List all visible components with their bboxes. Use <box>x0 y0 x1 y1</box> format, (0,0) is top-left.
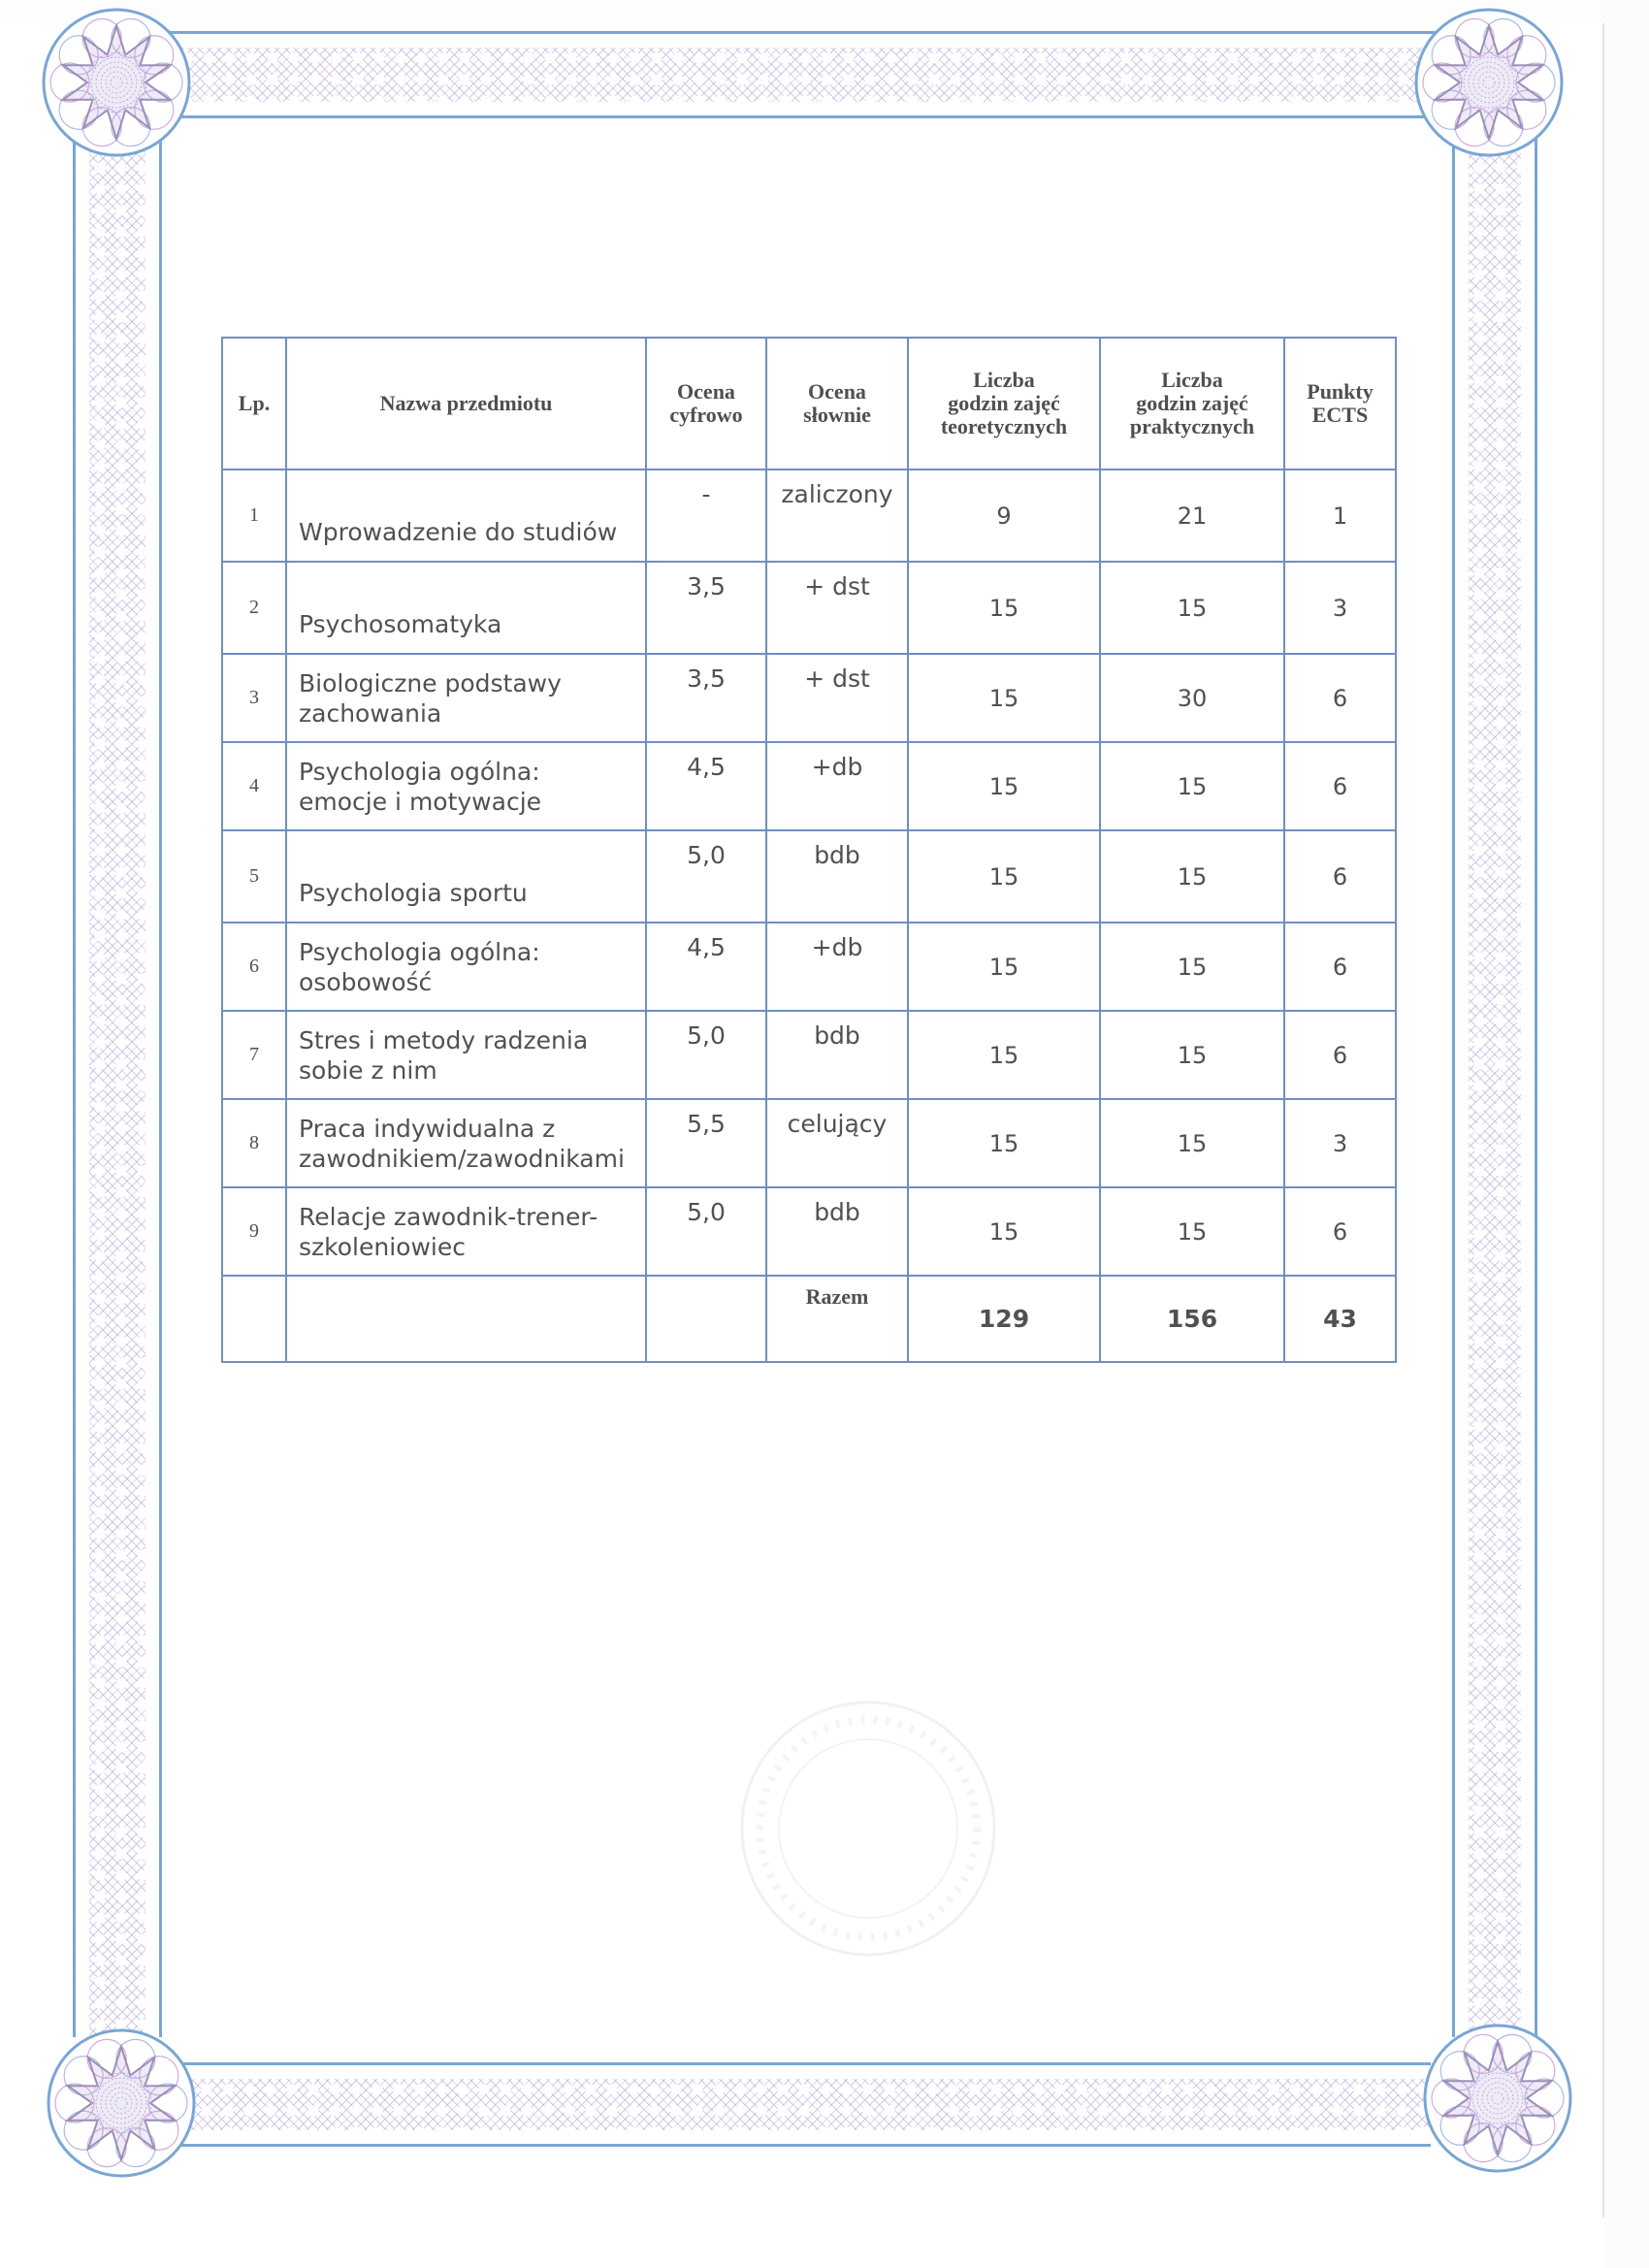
row-subject-name <box>286 1099 646 1187</box>
row-hours-theory: 15 <box>908 1099 1100 1187</box>
grades-table <box>221 337 1397 1363</box>
row-subject-name <box>286 470 646 562</box>
embossed-seal-icon <box>737 1698 999 1960</box>
table-row <box>222 1099 1396 1187</box>
table-row <box>222 470 1396 562</box>
row-grade-verbal: zaliczony <box>766 470 908 562</box>
total-ects: 43 <box>1284 1276 1396 1362</box>
subject-name-line: Praca indywidualna z <box>299 1114 556 1143</box>
subject-name-line: osobowość <box>299 967 433 996</box>
header-line: Liczba <box>1161 368 1223 392</box>
row-hours-practice: 15 <box>1100 1187 1284 1276</box>
subject-name-line: Relacje zawodnik-trener- <box>299 1202 598 1231</box>
subject-name-line: Biologiczne podstawy <box>299 668 562 697</box>
totals-empty-cell <box>222 1276 286 1362</box>
row-subject-name <box>286 654 646 742</box>
row-hours-theory: 15 <box>908 923 1100 1011</box>
subject-name-line: Stres i metody radzenia <box>299 1025 589 1054</box>
rosette-icon <box>1422 2023 1573 2174</box>
totals-label: Razem <box>766 1276 908 1362</box>
row-hours-theory: 15 <box>908 830 1100 923</box>
row-lp: 3 <box>222 654 286 742</box>
row-hours-practice: 15 <box>1100 1099 1284 1187</box>
row-grade-numeric: 5,5 <box>646 1099 766 1187</box>
row-grade-verbal: bdb <box>766 1187 908 1276</box>
table-row <box>222 1011 1396 1099</box>
rosette-icon <box>46 2027 197 2179</box>
row-ects: 3 <box>1284 562 1396 654</box>
header-subject-name: Nazwa przedmiotu <box>286 338 646 470</box>
header-line: Ocena <box>808 379 866 404</box>
row-grade-verbal: celujący <box>766 1099 908 1187</box>
row-subject-name <box>286 742 646 830</box>
header-hours-practice <box>1100 338 1284 470</box>
row-hours-practice: 30 <box>1100 654 1284 742</box>
row-grade-verbal: +db <box>766 923 908 1011</box>
row-ects: 6 <box>1284 1187 1396 1276</box>
row-hours-theory: 15 <box>908 1187 1100 1276</box>
frame-band-top <box>155 31 1436 118</box>
header-line: Ocena <box>677 379 735 404</box>
row-lp: 4 <box>222 742 286 830</box>
total-hours-practice: 156 <box>1100 1276 1284 1362</box>
header-grade-numeric <box>646 338 766 470</box>
row-subject-name <box>286 562 646 654</box>
row-grade-verbal: bdb <box>766 1011 908 1099</box>
subject-name-line: emocje i motywacje <box>299 787 542 816</box>
row-hours-practice: 15 <box>1100 830 1284 923</box>
header-line: słownie <box>803 403 871 427</box>
row-grade-numeric: 4,5 <box>646 742 766 830</box>
table-row <box>222 830 1396 923</box>
row-grade-verbal: +db <box>766 742 908 830</box>
header-line: praktycznych <box>1129 414 1255 438</box>
row-grade-verbal: bdb <box>766 830 908 923</box>
rosette-icon <box>41 7 192 158</box>
row-hours-theory: 15 <box>908 562 1100 654</box>
row-hours-theory: 15 <box>908 654 1100 742</box>
totals-row <box>222 1276 1396 1362</box>
row-hours-theory: 15 <box>908 742 1100 830</box>
header-grade-verbal <box>766 338 908 470</box>
row-lp: 9 <box>222 1187 286 1276</box>
row-hours-practice: 15 <box>1100 562 1284 654</box>
guilloche-pattern <box>1469 136 1521 2037</box>
guilloche-pattern <box>89 136 146 2037</box>
table-row <box>222 1187 1396 1276</box>
table-row <box>222 654 1396 742</box>
frame-band-right <box>1452 136 1537 2037</box>
row-grade-verbal: + dst <box>766 562 908 654</box>
guilloche-pattern <box>155 48 1436 102</box>
subject-name-line: zachowania <box>299 698 442 728</box>
subject-name-line: Wprowadzenie do studiów <box>299 518 618 546</box>
row-subject-name <box>286 923 646 1011</box>
subject-name-line: Psychologia sportu <box>299 879 528 907</box>
header-line: godzin zajęć <box>1136 391 1248 415</box>
row-lp: 8 <box>222 1099 286 1187</box>
row-lp: 7 <box>222 1011 286 1099</box>
row-grade-numeric: 5,0 <box>646 1187 766 1276</box>
header-line: Liczba <box>973 368 1035 392</box>
row-subject-name <box>286 1011 646 1099</box>
subject-name-line: Psychologia ogólna: <box>299 757 540 786</box>
table-header-row <box>222 338 1396 470</box>
row-subject-name <box>286 830 646 923</box>
header-hours-theory <box>908 338 1100 470</box>
row-ects: 6 <box>1284 654 1396 742</box>
row-grade-numeric: 5,0 <box>646 830 766 923</box>
guilloche-pattern <box>175 2079 1431 2130</box>
row-ects: 3 <box>1284 1099 1396 1187</box>
scan-margin-top <box>0 0 1649 22</box>
row-ects: 1 <box>1284 470 1396 562</box>
header-line: teoretycznych <box>940 414 1068 438</box>
header-ects <box>1284 338 1396 470</box>
row-ects: 6 <box>1284 923 1396 1011</box>
row-ects: 6 <box>1284 830 1396 923</box>
row-grade-numeric: - <box>646 470 766 562</box>
row-hours-theory: 9 <box>908 470 1100 562</box>
row-hours-practice: 15 <box>1100 923 1284 1011</box>
totals-empty-cell <box>646 1276 766 1362</box>
subject-name-line: zawodnikiem/zawodnikami <box>299 1144 625 1173</box>
row-lp: 2 <box>222 562 286 654</box>
row-grade-numeric: 3,5 <box>646 562 766 654</box>
row-ects: 6 <box>1284 1011 1396 1099</box>
table-row <box>222 923 1396 1011</box>
rosette-icon <box>1413 7 1565 158</box>
row-hours-practice: 15 <box>1100 742 1284 830</box>
row-hours-practice: 21 <box>1100 470 1284 562</box>
row-grade-numeric: 4,5 <box>646 923 766 1011</box>
row-hours-practice: 15 <box>1100 1011 1284 1099</box>
subject-name-line: szkoleniowiec <box>299 1232 466 1261</box>
page-edge <box>1602 23 1604 2218</box>
row-lp: 6 <box>222 923 286 1011</box>
total-hours-theory: 129 <box>908 1276 1100 1362</box>
row-lp: 1 <box>222 470 286 562</box>
row-hours-theory: 15 <box>908 1011 1100 1099</box>
row-grade-numeric: 3,5 <box>646 654 766 742</box>
row-subject-name <box>286 1187 646 1276</box>
table-row <box>222 562 1396 654</box>
header-line: ECTS <box>1311 403 1369 427</box>
subject-name-line: Psychosomatyka <box>299 610 502 638</box>
row-ects: 6 <box>1284 742 1396 830</box>
row-grade-numeric: 5,0 <box>646 1011 766 1099</box>
row-grade-verbal: + dst <box>766 654 908 742</box>
frame-band-bottom <box>175 2062 1431 2147</box>
subject-name-line: Psychologia ogólna: <box>299 937 540 966</box>
frame-band-left <box>73 136 162 2037</box>
totals-empty-cell <box>286 1276 646 1362</box>
scan-margin-right <box>1604 0 1649 2268</box>
header-lp: Lp. <box>222 338 286 470</box>
header-line: godzin zajęć <box>948 391 1060 415</box>
header-line: cyfrowo <box>669 403 743 427</box>
header-line: Punkty <box>1307 379 1374 404</box>
subject-name-line: sobie z nim <box>299 1055 437 1085</box>
row-lp: 5 <box>222 830 286 923</box>
table-row <box>222 742 1396 830</box>
